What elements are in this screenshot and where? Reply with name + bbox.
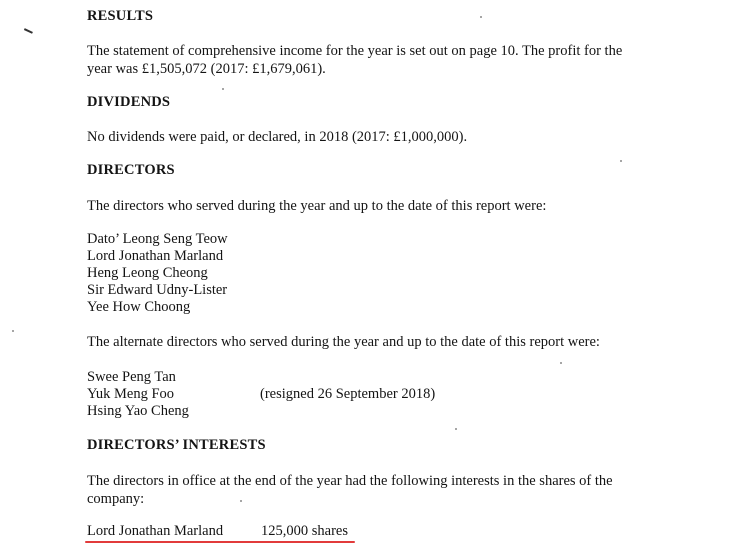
stray-mark — [24, 28, 33, 33]
resignation-note: (resigned 26 September 2018) — [260, 386, 436, 402]
director-name: Heng Leong Cheong — [87, 265, 208, 281]
director-name: Dato’ Leong Seng Teow — [87, 231, 228, 247]
directors-heading: DIRECTORS — [87, 162, 175, 178]
scan-speck — [480, 16, 482, 18]
alternate-directors-intro: The alternate directors who served during the year and up to the date of this report were: — [87, 334, 600, 350]
scan-speck — [222, 88, 224, 90]
alternate-director-name: Swee Peng Tan — [87, 369, 176, 385]
annotation-underline — [85, 541, 355, 543]
scan-speck — [12, 330, 14, 332]
directors-interests-heading: DIRECTORS’ INTERESTS — [87, 437, 266, 453]
holding-shares: 125,000 shares — [261, 523, 348, 539]
results-paragraph — [87, 42, 647, 78]
interests-paragraph — [87, 472, 647, 508]
results-heading: RESULTS — [87, 8, 154, 24]
alternate-director-name: Hsing Yao Cheng — [87, 403, 189, 419]
alternate-director-name: Yuk Meng Foo — [87, 386, 175, 402]
dividends-text: No dividends were paid, or declared, in 2018 (2017: £1,000,000). — [87, 129, 468, 145]
scan-speck — [560, 362, 562, 364]
interests-line-1: The directors in office at the end of the year had the following interests in the shares of the — [87, 473, 613, 489]
director-name: Lord Jonathan Marland — [87, 248, 224, 264]
interests-line-2: company: — [87, 491, 145, 507]
scan-speck — [240, 500, 242, 502]
holding-director-name: Lord Jonathan Marland — [87, 523, 224, 539]
director-name: Sir Edward Udny-Lister — [87, 282, 228, 298]
scan-speck — [620, 160, 622, 162]
scan-speck — [455, 428, 457, 430]
results-line-1: The statement of comprehensive income for the year is set out on page 10. The profit for the — [87, 43, 623, 59]
directors-intro: The directors who served during the year and up to the date of this report were: — [87, 198, 547, 214]
results-line-2: year was £1,505,072 (2017: £1,679,061). — [87, 61, 326, 77]
director-name: Yee How Choong — [87, 299, 191, 315]
dividends-heading: DIVIDENDS — [87, 94, 171, 110]
